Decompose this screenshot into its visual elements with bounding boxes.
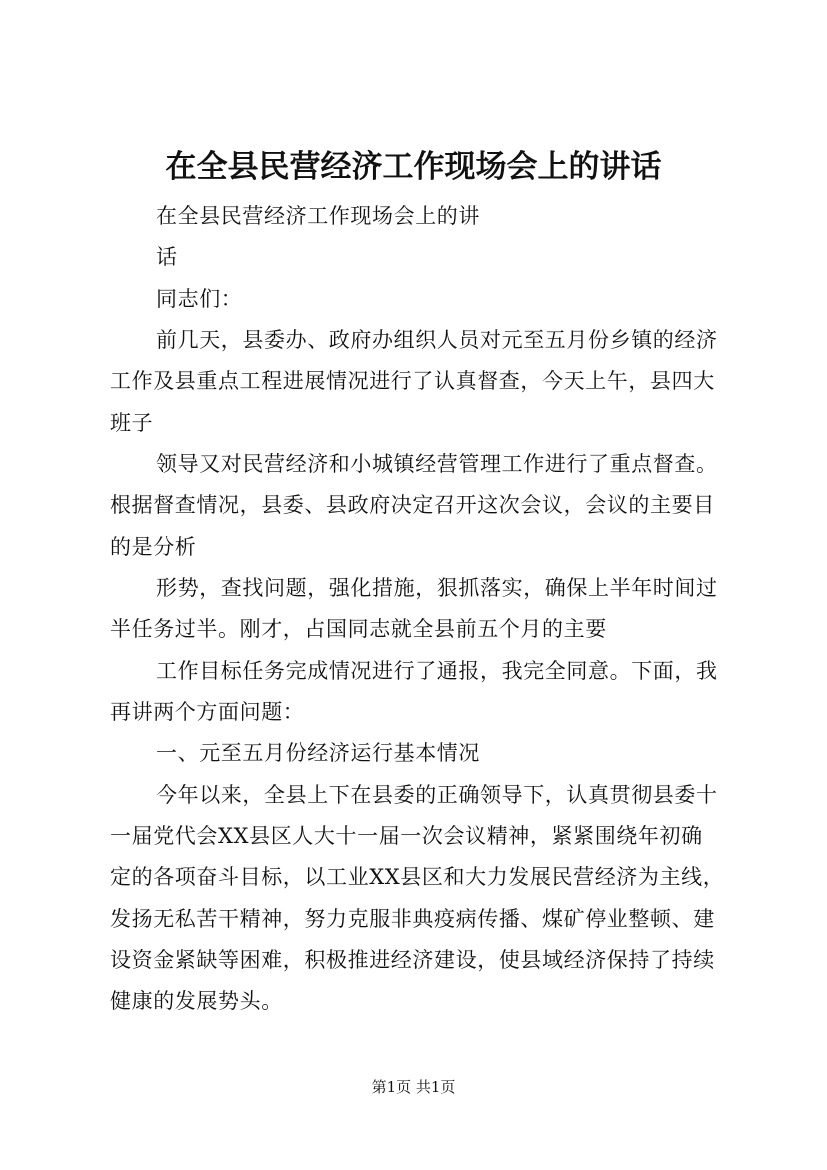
body-line: 一届党代会XX县区人大十一届一次会议精神，紧紧围绕年初确 xyxy=(110,824,703,848)
body-line: 发扬无私苦干精神，努力克服非典疫病传播、煤矿停业整顿、建 xyxy=(110,907,715,931)
body-line: 工作目标任务完成情况进行了通报，我完全同意。下面，我 xyxy=(156,659,718,683)
section-heading: 一、元至五月份经济运行基本情况 xyxy=(156,741,480,765)
document-title: 在全县民营经济工作现场会上的讲话 xyxy=(165,149,662,185)
body-line: 定的各项奋斗目标，以工业XX县区和大力发展民营经济为主线， xyxy=(110,865,725,889)
body-line: 根据督查情况，县委、县政府决定召开这次会议，会议的主要目 xyxy=(110,493,715,517)
body-line: 前几天，县委办、政府办组织人员对元至五月份乡镇的经济 xyxy=(156,328,718,352)
body-line: 形势，查找问题，强化措施，狠抓落实，确保上半年时间过 xyxy=(156,576,718,600)
body-line: 设资金紧缺等困难，积极推进经济建设，使县域经济保持了持续 xyxy=(110,948,715,972)
body-line: 领导又对民营经济和小城镇经营管理工作进行了重点督查。 xyxy=(156,452,718,476)
page-number-footer: 第1页 共1页 xyxy=(371,1078,456,1096)
body-line: 今年以来，全县上下在县委的正确领导下，认真贯彻县委十 xyxy=(156,783,718,807)
body-line: 话 xyxy=(156,245,178,269)
salutation: 同志们： xyxy=(156,287,243,311)
body-line: 的是分析 xyxy=(110,535,197,559)
body-line: 再讲两个方面问题： xyxy=(110,700,305,724)
body-line: 工作及县重点工程进展情况进行了认真督查，今天上午，县四大 xyxy=(110,369,715,393)
body-line: 半任务过半。刚才，占国同志就全县前五个月的主要 xyxy=(110,617,607,641)
body-line: 班子 xyxy=(110,411,154,435)
body-line: 在全县民营经济工作现场会上的讲 xyxy=(156,204,480,228)
body-line: 健康的发展势头。 xyxy=(110,989,283,1013)
